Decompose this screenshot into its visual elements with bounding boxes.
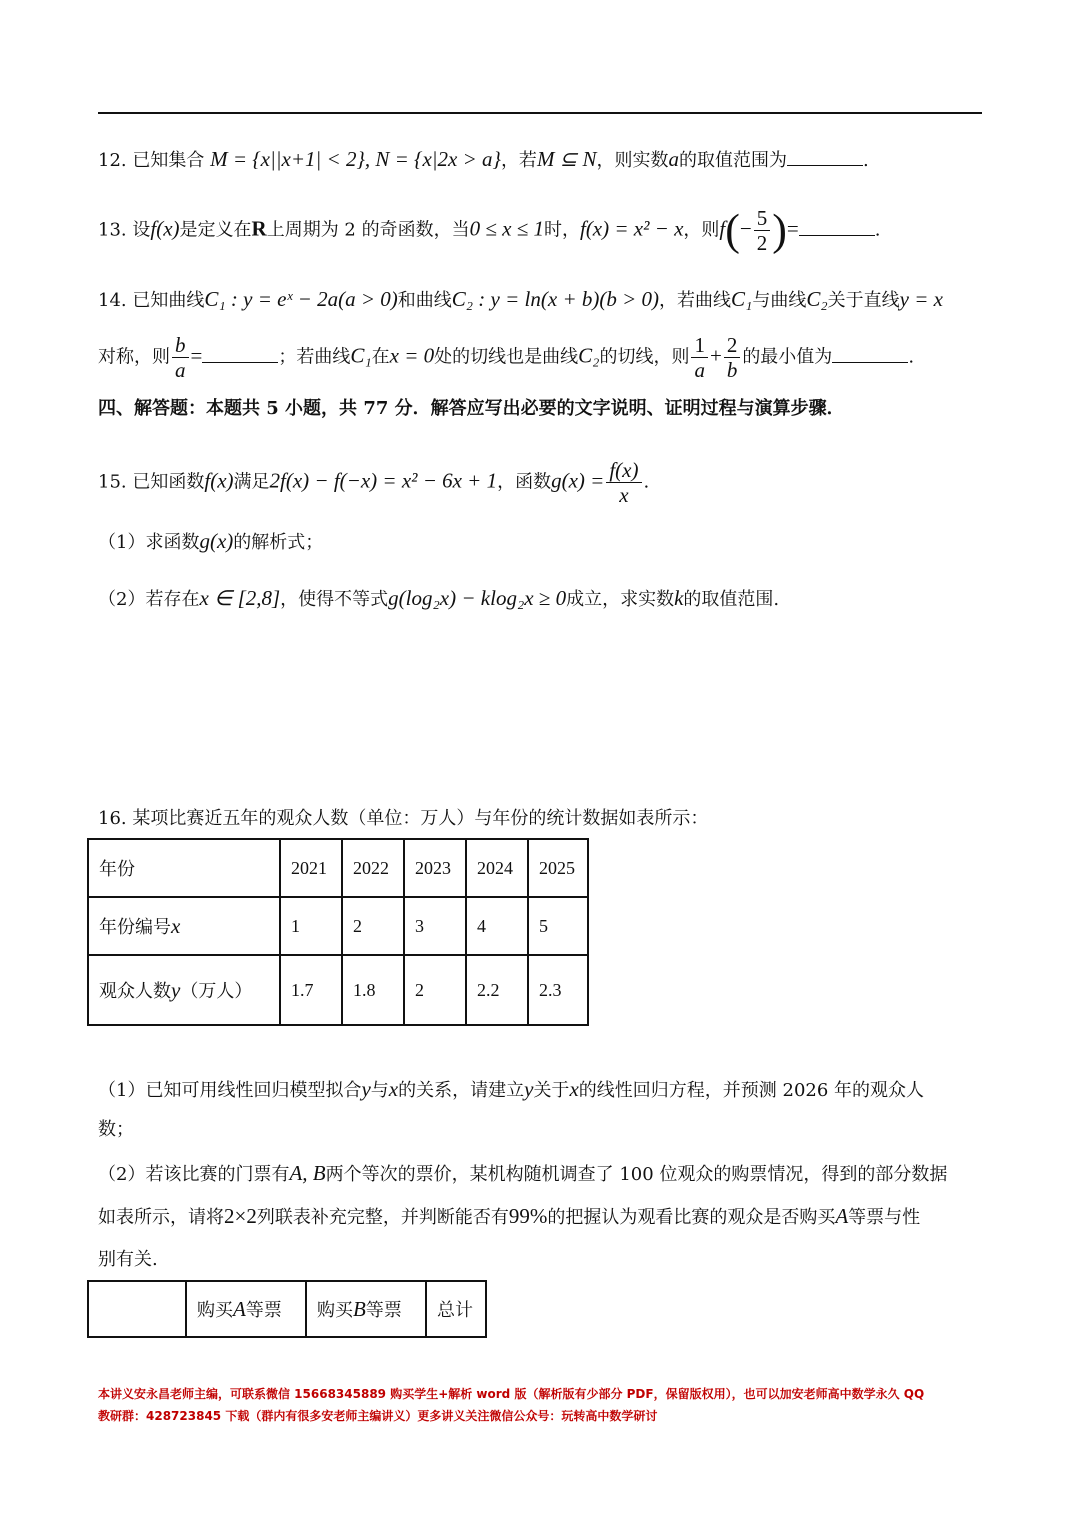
row-unit: （万人） <box>180 981 253 1002</box>
cell-text: 等票 <box>365 1300 402 1321</box>
answer-blank <box>787 147 863 166</box>
q13-equals: = <box>786 216 799 241</box>
q14-c1: C₁ <box>731 287 753 311</box>
q14-c1: C₁ <box>350 343 372 368</box>
fraction-denominator: a <box>694 358 705 382</box>
q16-grades: A, B <box>289 1161 326 1185</box>
contingency-table <box>87 1280 487 1338</box>
table-cell <box>88 955 280 1025</box>
q14-text: 已知曲线 <box>132 290 205 311</box>
footer-line: 本讲义安永昌老师主编，可联系微信 15668345889 购买学生+解析 word 版（解析版有少部分 PDF，保留版权用），也可以加安老师高中数学永久 QQ <box>98 1387 925 1401</box>
table-cell-empty <box>88 1281 186 1337</box>
table-cell: 2 <box>342 897 404 955</box>
q12-number: 12. <box>98 150 127 171</box>
q16-part-1-line-1 <box>98 1076 924 1104</box>
table-row <box>88 839 588 897</box>
q15-text: 成立，求实数 <box>566 589 675 610</box>
q15-g-def: g(x) = <box>551 468 605 493</box>
q16-x: x <box>569 1077 579 1101</box>
question-12 <box>98 146 869 174</box>
q14-text: 对称，则 <box>98 346 170 368</box>
answer-blank <box>832 344 908 363</box>
q16-text: 列联表补充完整，并判断能否有 <box>256 1207 509 1228</box>
q13-text: 上周期为 2 的奇函数，当 <box>266 219 470 241</box>
q16-text: （1）已知可用线性回归模型拟合 <box>98 1080 362 1101</box>
table-row <box>88 1281 486 1337</box>
q15-text: ，函数 <box>497 471 552 493</box>
row-label: 观众人数 <box>99 981 171 1002</box>
q13-minus: − <box>739 216 752 241</box>
table-row <box>88 955 588 1025</box>
answer-blank <box>202 344 278 363</box>
q13-text: 是定义在 <box>179 219 252 241</box>
q16-part-2-line-2 <box>98 1203 920 1231</box>
q14-fraction-1-a <box>691 333 708 382</box>
q15-text: 已知函数 <box>132 471 205 493</box>
q16-y: y <box>524 1077 534 1101</box>
q12-variable: a <box>668 147 680 171</box>
q13-f: f <box>719 216 726 241</box>
question-14-line-2 <box>98 333 914 382</box>
q14-c2: C₂ <box>578 343 600 368</box>
footer-line: 教研群：428723845 下载（群内有很多安老师主编讲义）更多讲义关注微信公众号：玩转高中数学研讨 <box>98 1409 658 1423</box>
table-cell: 1.7 <box>280 955 342 1025</box>
q15-part-2 <box>98 585 779 613</box>
table-cell: 2 <box>404 955 466 1025</box>
q14-x0: x = 0 <box>389 343 435 368</box>
q14-text: ；若曲线 <box>278 346 351 368</box>
q15-number: 15. <box>98 471 127 493</box>
q13-text: 时， <box>543 219 580 241</box>
q16-text: 等票与性 <box>848 1207 921 1228</box>
table-cell: 2.3 <box>528 955 588 1025</box>
table-cell: 5 <box>528 897 588 955</box>
q16-y: y <box>361 1077 371 1101</box>
q16-2x2: 2×2 <box>224 1204 257 1228</box>
q14-curve-c1: C₁ : y = eˣ − 2a(a > 0) <box>204 287 398 311</box>
table-cell: 年份 <box>88 839 280 897</box>
q14-c2: C₂ <box>806 287 828 311</box>
data-table <box>87 838 589 1026</box>
q16-text: 两个等次的票价，某机构随机调查了 100 位观众的购票情况，得到的部分数据 <box>325 1164 948 1185</box>
fraction-denominator: 2 <box>756 231 768 255</box>
table-cell: 3 <box>404 897 466 955</box>
table-cell: 2024 <box>466 839 528 897</box>
q16-text: 关于 <box>533 1080 570 1101</box>
q14-period: . <box>908 346 915 368</box>
q15-k: k <box>674 586 684 610</box>
q13-function: f(x) <box>150 216 180 241</box>
cell-text: 等票 <box>245 1300 282 1321</box>
q13-real-set: R <box>251 216 267 241</box>
q15-text: ，使得不等式 <box>280 589 389 610</box>
table-cell: 总计 <box>426 1281 486 1337</box>
cell-var: B <box>353 1297 366 1321</box>
cell-var: A <box>233 1297 246 1321</box>
q16-part-2-line-3: 别有关. <box>98 1249 158 1270</box>
fraction-numerator: 5 <box>754 206 771 231</box>
q15-fraction <box>606 458 641 507</box>
q15-period: . <box>643 471 650 493</box>
q13-text: 设 <box>132 219 151 241</box>
question-13 <box>98 206 880 255</box>
fraction-numerator: 1 <box>691 333 708 358</box>
q12-period: . <box>863 150 869 171</box>
q15-inequality: g(log₂x) − klog₂x ≥ 0 <box>388 586 567 610</box>
q15-domain: x ∈ [2,8] <box>199 586 281 610</box>
answer-blank <box>799 217 875 236</box>
q15-equation: 2f(x) − f(−x) = x² − 6x + 1 <box>269 468 498 493</box>
q16-part-1-line-2: 数； <box>98 1119 134 1140</box>
row-variable: y <box>171 978 181 1002</box>
q16-text: 的把握认为观看比赛的观众是否购买 <box>547 1207 836 1228</box>
q12-condition: M ⊆ N <box>536 147 597 171</box>
table-cell: 2.2 <box>466 955 528 1025</box>
q13-fraction <box>754 206 771 255</box>
q14-text: 的最小值为 <box>742 346 833 368</box>
q13-text: ，则 <box>683 219 720 241</box>
q15-text: （1）求函数 <box>98 532 200 553</box>
q12-text: ，若 <box>500 150 537 171</box>
q16-text: 如表所示，请将 <box>98 1207 224 1228</box>
q14-fraction-b-a <box>172 333 189 382</box>
section-heading: 四、解答题：本题共 5 小题，共 77 分．解答应写出必要的文字说明、证明过程与演算步骤． <box>98 398 845 419</box>
q15-text: 的取值范围. <box>683 589 780 610</box>
q12-text: 已知集合 <box>132 150 205 171</box>
q14-curve-c2: C₂ : y = ln(x + b)(b > 0) <box>451 287 660 311</box>
q15-g: g(x) <box>199 529 234 553</box>
header-rule <box>98 112 982 114</box>
row-label: 年份编号 <box>99 917 171 938</box>
table-cell <box>306 1281 426 1337</box>
fraction-denominator: x <box>619 483 629 507</box>
fraction-denominator: b <box>726 358 738 382</box>
question-14-line-1 <box>98 286 943 314</box>
q14-fraction-2-b <box>724 333 741 382</box>
q15-part-1 <box>98 528 323 556</box>
q13-number: 13. <box>98 219 127 241</box>
q16-text: 与 <box>370 1080 389 1101</box>
left-paren: ( <box>725 205 740 255</box>
q16-text: （2）若该比赛的门票有 <box>98 1164 290 1185</box>
table-cell: 2025 <box>528 839 588 897</box>
q12-text: ，则实数 <box>596 150 669 171</box>
q14-text: 关于直线 <box>827 290 900 311</box>
table-cell: 2021 <box>280 839 342 897</box>
row-variable: x <box>171 914 181 938</box>
q12-text: 的取值范围为 <box>679 150 788 171</box>
q14-plus: + <box>709 343 722 368</box>
footer-notice <box>98 1383 982 1427</box>
q16-text: 的线性回归方程，并预测 2026 年的观众人 <box>578 1080 925 1101</box>
fraction-numerator: f(x) <box>606 458 641 483</box>
question-15 <box>98 458 649 507</box>
q14-text: 与曲线 <box>752 290 807 311</box>
q13-equation: f(x) = x² − x <box>579 216 684 241</box>
q14-equals: = <box>190 343 203 368</box>
fraction-numerator: 2 <box>724 333 741 358</box>
table-cell <box>88 897 280 955</box>
table-cell: 1.8 <box>342 955 404 1025</box>
q16-percent: 99% <box>508 1204 548 1228</box>
table-cell: 1 <box>280 897 342 955</box>
table-cell: 2022 <box>342 839 404 897</box>
fraction-denominator: a <box>175 358 186 382</box>
q14-text: 在 <box>371 346 390 368</box>
q16-part-2-line-1 <box>98 1160 947 1188</box>
q13-range: 0 ≤ x ≤ 1 <box>469 216 544 241</box>
table-row <box>88 897 588 955</box>
q12-set-expression: M = {x||x+1| < 2}, N = {x|2x > a} <box>210 147 501 171</box>
q15-text: （2）若存在 <box>98 589 200 610</box>
q16-x: x <box>388 1077 399 1101</box>
q16-text: 的关系，请建立 <box>398 1080 525 1101</box>
q14-number: 14. <box>98 290 127 311</box>
q14-text: 处的切线也是曲线 <box>434 346 579 368</box>
q15-function: f(x) <box>204 468 234 493</box>
q14-line-yx: y = x <box>899 287 943 311</box>
q15-text: 满足 <box>233 471 270 493</box>
cell-text: 购买 <box>197 1300 233 1321</box>
right-paren: ) <box>772 205 787 255</box>
q14-text: ，若曲线 <box>659 290 732 311</box>
cell-text: 购买 <box>317 1300 353 1321</box>
table-cell: 2023 <box>404 839 466 897</box>
q14-text: 的切线，则 <box>599 346 690 368</box>
fraction-numerator: b <box>172 333 189 358</box>
q16-intro: 16. 某项比赛近五年的观众人数（单位：万人）与年份的统计数据如表所示： <box>98 808 709 829</box>
q16-grade-a: A <box>835 1204 849 1228</box>
table-cell: 4 <box>466 897 528 955</box>
q14-text: 和曲线 <box>397 290 452 311</box>
q15-text: 的解析式； <box>233 532 324 553</box>
table-cell <box>186 1281 306 1337</box>
q13-period: . <box>874 219 881 241</box>
